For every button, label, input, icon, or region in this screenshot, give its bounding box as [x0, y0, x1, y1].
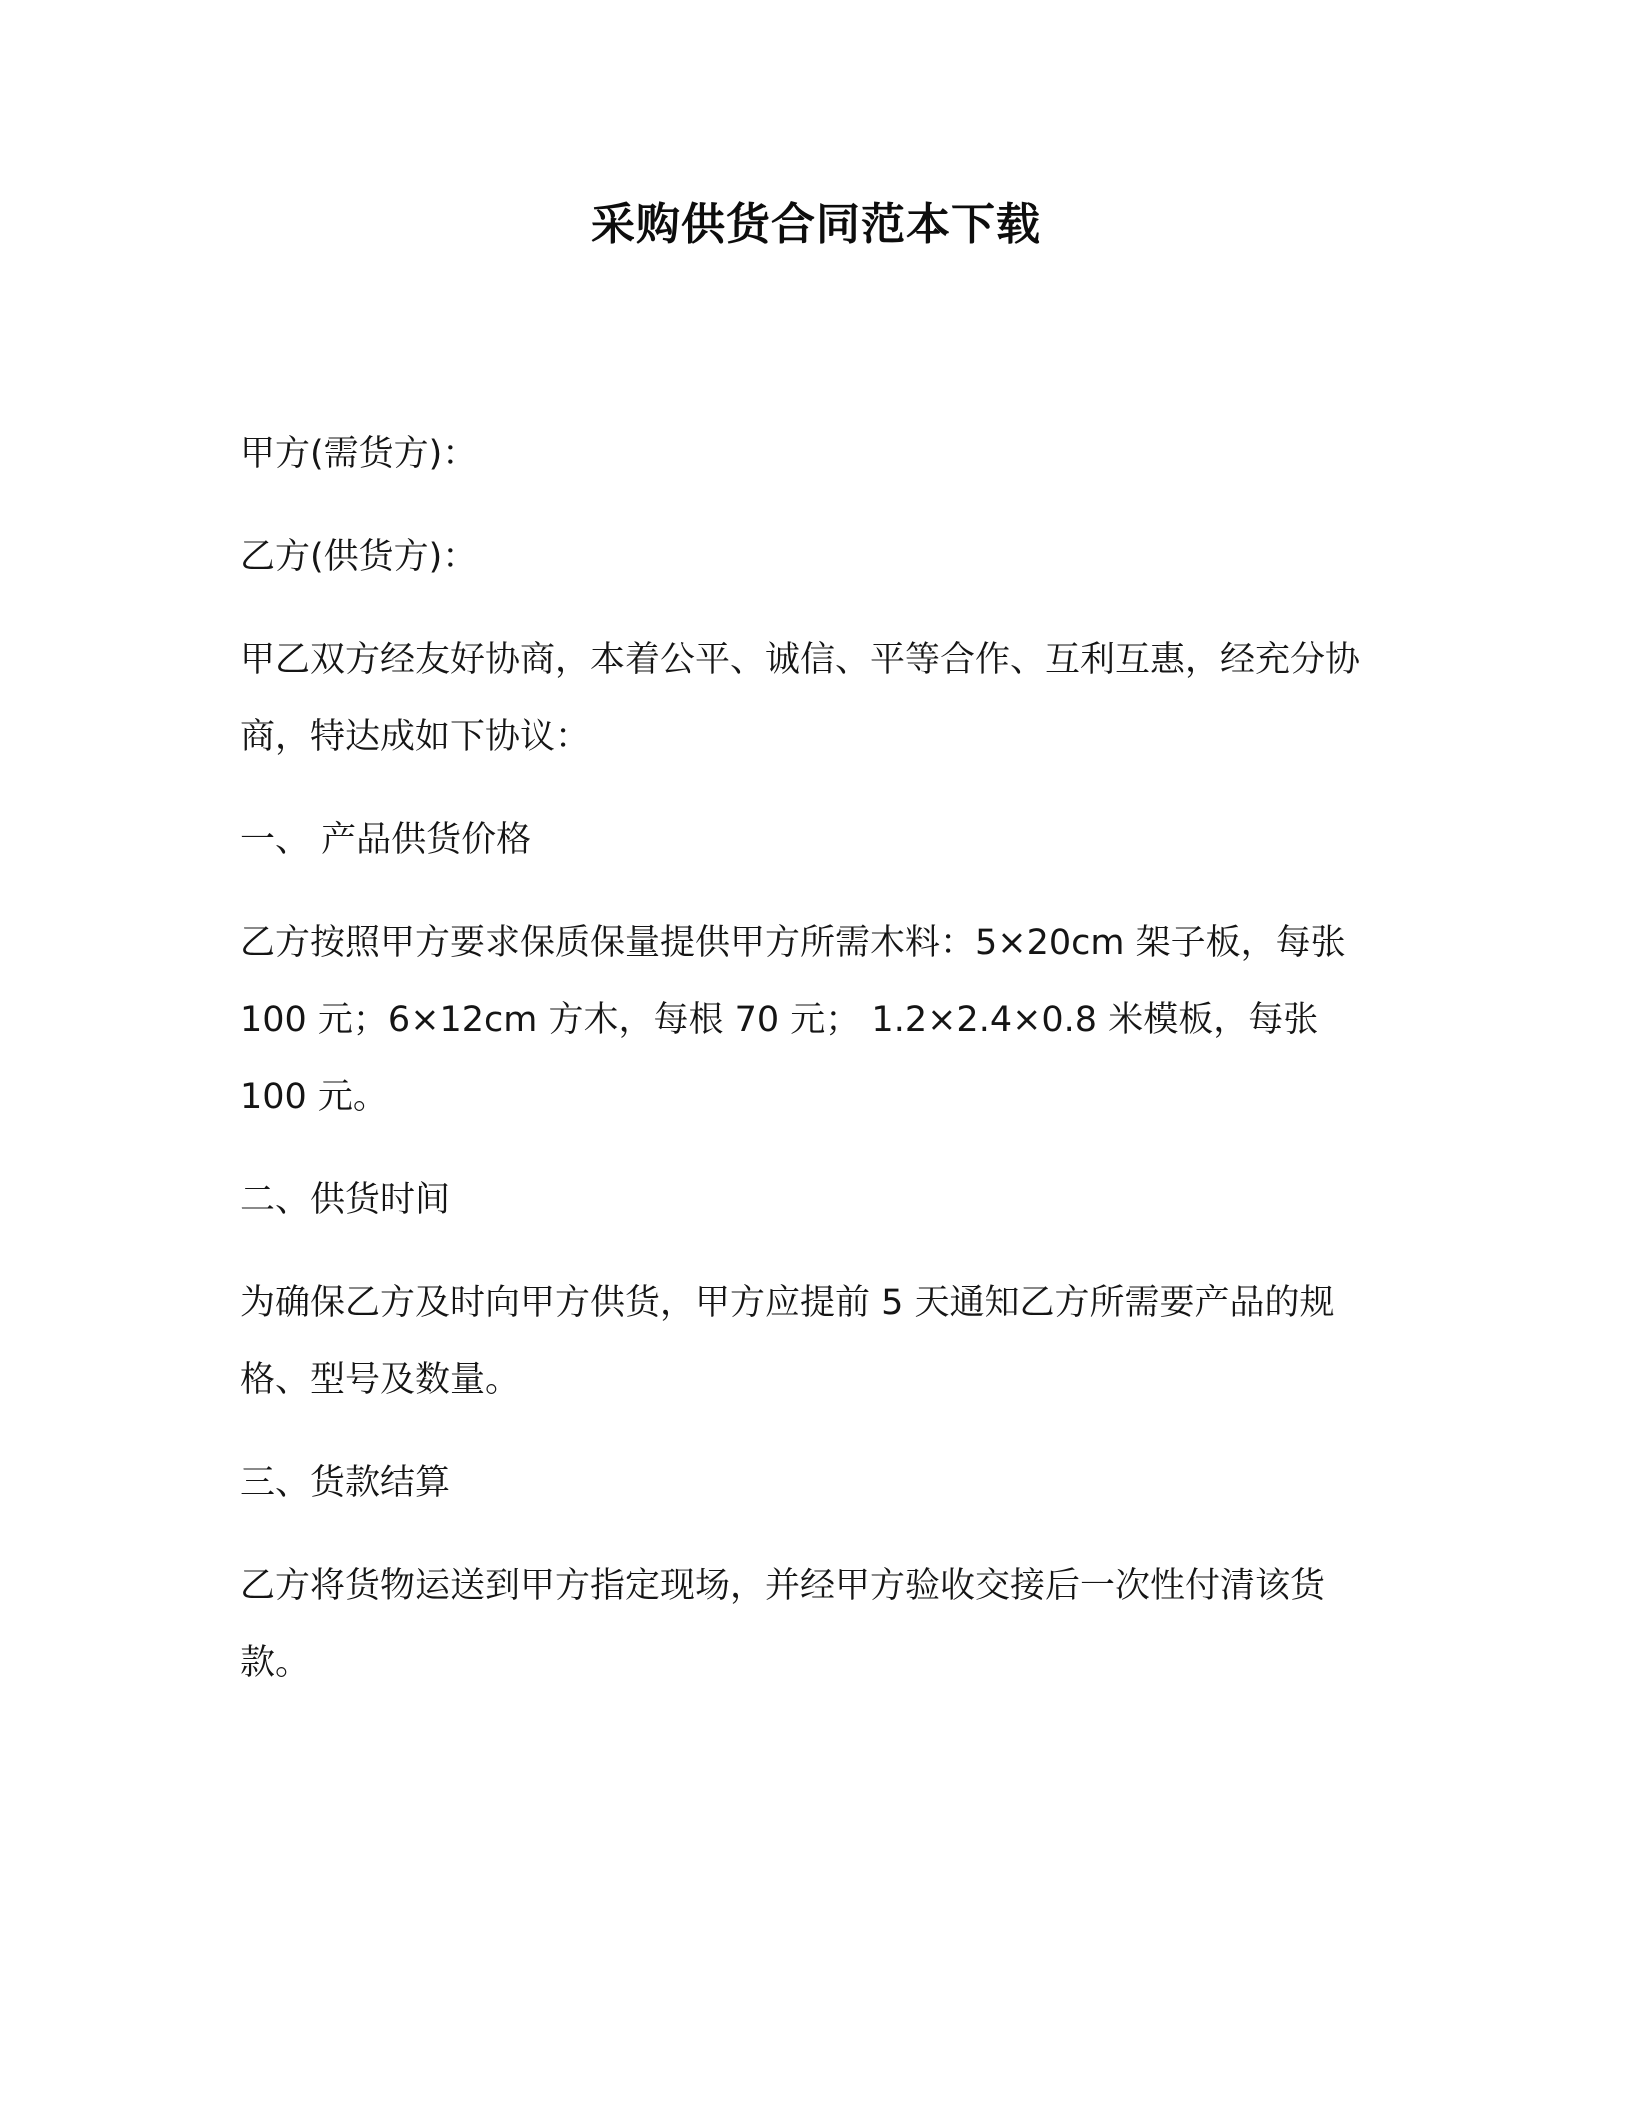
section-body-delivery-time: 为确保乙方及时向甲方供货，甲方应提前 5 天通知乙方所需要产品的规格、型号及数量。: [240, 1283, 1335, 1400]
document-title: 采购供货合同范本下载: [591, 199, 1041, 250]
section-heading-settlement: 三、货款结算: [240, 1463, 451, 1503]
section-heading-delivery-time: 二、供货时间: [240, 1180, 451, 1220]
section-body-price: 乙方按照甲方要求保质保量提供甲方所需木料：5×20cm 架子板，每张 100 元；6×12cm 方木，每根 70 元； 1.2×2.4×0.8 米模板，每张 100 元。: [240, 923, 1346, 1117]
party-a-label: 甲方(需货方)：: [240, 434, 478, 474]
intro-paragraph: 甲乙双方经友好协商，本着公平、诚信、平等合作、互利互惠，经充分协商，特达成如下协议：: [240, 640, 1361, 757]
document-body: [240, 416, 1370, 1728]
section-body-settlement: 乙方将货物运送到甲方指定现场，并经甲方验收交接后一次性付清该货款。: [240, 1566, 1326, 1683]
party-b-label: 乙方(供货方)：: [240, 537, 478, 577]
section-heading-price: 一、 产品供货价格: [240, 820, 532, 860]
